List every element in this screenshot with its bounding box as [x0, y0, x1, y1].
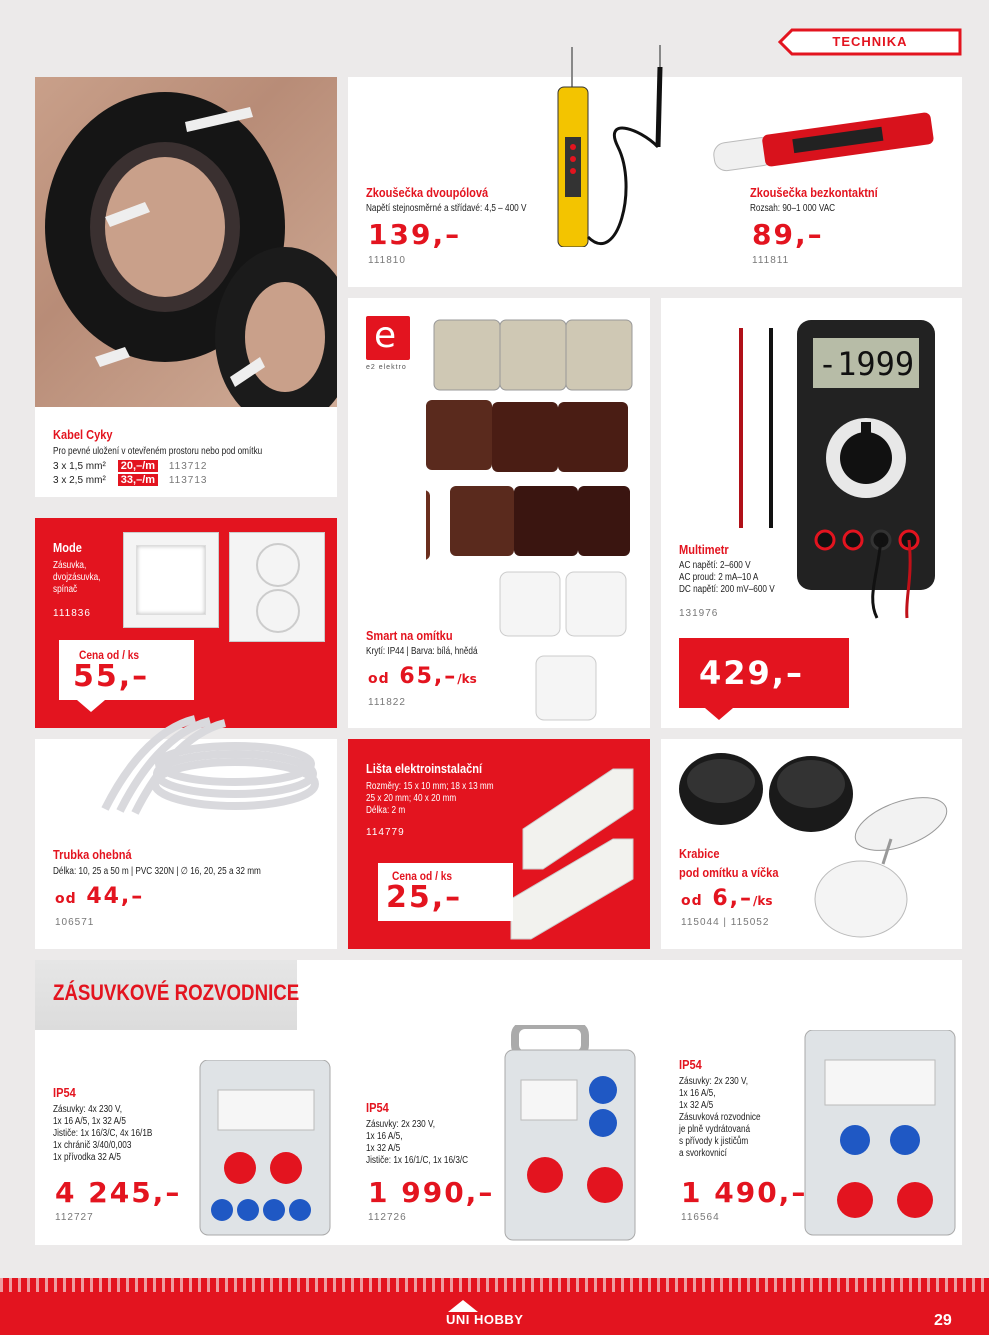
- page-number: 29: [934, 1312, 952, 1329]
- rozvodnice-item-title: IP54: [53, 1085, 76, 1100]
- krabice-price-row: [681, 884, 773, 916]
- trubka-desc: Délka: 10, 25 a 50 m | PVC 320N | ∅ 16, 20, 25 a 32 mm: [53, 866, 261, 877]
- kabel-variant-row: [53, 474, 333, 486]
- mode-socket-image: [229, 532, 325, 642]
- section-tab-label: TECHNIKA: [832, 34, 908, 49]
- socket-icon: [256, 543, 300, 587]
- footer-band: [0, 1278, 989, 1335]
- product-mode[interactable]: [35, 518, 337, 728]
- multimetr-pricebox-pointer: [705, 708, 733, 720]
- trubka-price-row: [55, 882, 144, 914]
- zkousecka-bezkontaktni-code: 111811: [752, 255, 790, 266]
- lista-code: 114779: [366, 827, 405, 838]
- smart-price-suffix: /ks: [457, 672, 477, 686]
- flexible-tube-icon: [85, 709, 325, 819]
- zkousecka-bezkontaktni-title: Zkoušečka bezkontaktní: [750, 185, 878, 200]
- zkousecka-bezkontaktni-desc: Rozsah: 90–1 000 VAC: [750, 203, 836, 214]
- cable-coil-icon: [35, 77, 337, 407]
- lista-price-label: Cena od / ks: [392, 869, 453, 883]
- cable-trunking-icon: [503, 749, 643, 949]
- multimetr-price: 429,–: [699, 654, 804, 692]
- smart-title: Smart na omítku: [366, 628, 453, 643]
- e2-brand-text: e2 elektro: [366, 364, 407, 371]
- smart-price-row: [368, 662, 477, 694]
- lista-title: Lišta elektroinstalační: [366, 761, 483, 776]
- rozvodnice-item-code: 116564: [681, 1212, 720, 1223]
- lista-price: 25,–: [386, 880, 463, 915]
- mode-price: 55,–: [73, 659, 150, 694]
- smart-desc: Krytí: IP44 | Barva: bílá, hnědá: [366, 646, 478, 657]
- zkousecka-dvoupolova-desc: Napětí stejnosměrné a střídavé: 4,5 – 400 V: [366, 203, 527, 214]
- multimetr-title: Multimetr: [679, 542, 729, 557]
- kabel-image: [35, 77, 337, 407]
- switch-icon: [136, 545, 206, 615]
- rozvodnice-item-price: 1 490,–: [681, 1176, 808, 1209]
- multimetr-pricebox: [679, 638, 849, 708]
- krabice-price: 6,–: [712, 886, 753, 911]
- trubka-price: 44,–: [86, 884, 145, 909]
- footer-logo-text: UNI HOBBY: [446, 1312, 524, 1327]
- rozvodnice-item-price: 4 245,–: [55, 1176, 182, 1209]
- trubka-price-prefix: od: [55, 891, 77, 907]
- zkousecka-bezkontaktni-price: 89,–: [752, 218, 824, 251]
- multimetr-desc: AC napětí: 2–600 V AC proud: 2 mA–10 A DC napětí: 200 mV–600 V: [679, 560, 775, 595]
- product-smart[interactable]: [348, 298, 650, 728]
- smart-code: 111822: [368, 697, 406, 708]
- rozvodnice-item-code: 112726: [368, 1212, 407, 1223]
- kabel-variant-price: 33,–/m: [118, 474, 158, 486]
- rozvodnice-item-desc: Zásuvky: 2x 230 V, 1x 16 A/5, 1x 32 A/5 Jističe: 1x 16/1/C, 1x 16/3/C: [366, 1119, 469, 1166]
- rozvodnice-item-desc: Zásuvky: 4x 230 V, 1x 16 A/5, 1x 32 A/5 Jističe: 1x 16/3/C, 4x 16/1B 1x chránič 3/40/0,003 1x přívodka 32 A/5: [53, 1104, 153, 1163]
- distribution-board-icon: [190, 1060, 340, 1240]
- product-trubka[interactable]: [35, 739, 337, 949]
- kabel-title: Kabel Cyky: [53, 427, 113, 442]
- multimeter-display-text: -1999: [817, 345, 915, 383]
- distribution-board-icon: [795, 1030, 965, 1240]
- rozvodnice-item-code: 112727: [55, 1212, 94, 1223]
- socket-icon: [256, 589, 300, 633]
- lista-desc: Rozměry: 15 x 10 mm; 18 x 13 mm 25 x 20 mm; 40 x 20 mm Délka: 2 m: [366, 781, 494, 816]
- zkousecka-dvoupolova-price: 139,–: [368, 218, 462, 251]
- krabice-price-prefix: od: [681, 893, 703, 909]
- footer-logo[interactable]: [446, 1300, 550, 1328]
- mode-switch-image: [123, 532, 219, 628]
- mode-price-label: Cena od / ks: [79, 648, 140, 662]
- house-roof-icon: [448, 1300, 478, 1312]
- rozvodnice-heading: ZÁSUVKOVÉ ROZVODNICE: [53, 980, 300, 1005]
- e2-logo: [366, 316, 410, 360]
- section-tab[interactable]: [778, 28, 962, 56]
- smart-price: 65,–: [399, 664, 458, 689]
- rozvodnice-section: [35, 960, 962, 1245]
- krabice-title: Krabice pod omítku a víčka: [679, 846, 779, 880]
- multimetr-code: 131976: [679, 608, 719, 619]
- two-pole-tester-icon: [548, 37, 688, 247]
- product-multimetr[interactable]: [661, 298, 962, 728]
- kabel-variant-row: [53, 460, 333, 472]
- krabice-code: 115044 | 115052: [681, 917, 770, 928]
- kabel-variant-size: 3 x 1,5 mm²: [53, 461, 106, 472]
- contactless-tester-icon: [703, 107, 943, 177]
- mode-desc: Zásuvka, dvojzásuvka, spínač: [53, 560, 101, 595]
- mode-code: 111836: [53, 608, 91, 619]
- footer-texture: [0, 1278, 989, 1292]
- rozvodnice-item-title: IP54: [366, 1100, 389, 1115]
- kabel-variant-price: 20,–/m: [118, 460, 158, 472]
- product-lista[interactable]: [348, 739, 650, 949]
- rozvodnice-item-price: 1 990,–: [368, 1176, 495, 1209]
- zkousecka-dvoupolova-title: Zkoušečka dvoupólová: [366, 185, 489, 200]
- distribution-board-icon: [495, 1025, 645, 1245]
- mode-pricebox: [59, 640, 194, 700]
- kabel-variant-size: 3 x 2,5 mm²: [53, 475, 106, 486]
- trubka-code: 106571: [55, 917, 95, 928]
- kabel-variant-code: 113713: [168, 475, 208, 486]
- kabel-desc: Pro pevné uložení v otevřeném prostoru nebo pod omítku: [53, 446, 263, 457]
- rozvodnice-item-desc: Zásuvky: 2x 230 V, 1x 16 A/5, 1x 32 A/5 Zásuvková rozvodnice je plně vydrátovaná s přívody k jističům a svorkovnicí: [679, 1076, 761, 1159]
- zkousecka-dvoupolova-code: 111810: [368, 255, 406, 266]
- krabice-price-suffix: /ks: [752, 894, 773, 908]
- rozvodnice-item-title: IP54: [679, 1057, 702, 1072]
- lista-pricebox: [378, 863, 513, 921]
- mode-title: Mode: [53, 540, 82, 555]
- e2-logo-letter: e: [374, 315, 397, 356]
- smart-price-prefix: od: [368, 671, 390, 687]
- trubka-title: Trubka ohebná: [53, 847, 132, 862]
- product-krabice[interactable]: [661, 739, 962, 949]
- product-zkousecky[interactable]: [348, 77, 962, 287]
- kabel-variant-code: 113712: [168, 461, 208, 472]
- product-kabel[interactable]: [35, 77, 337, 497]
